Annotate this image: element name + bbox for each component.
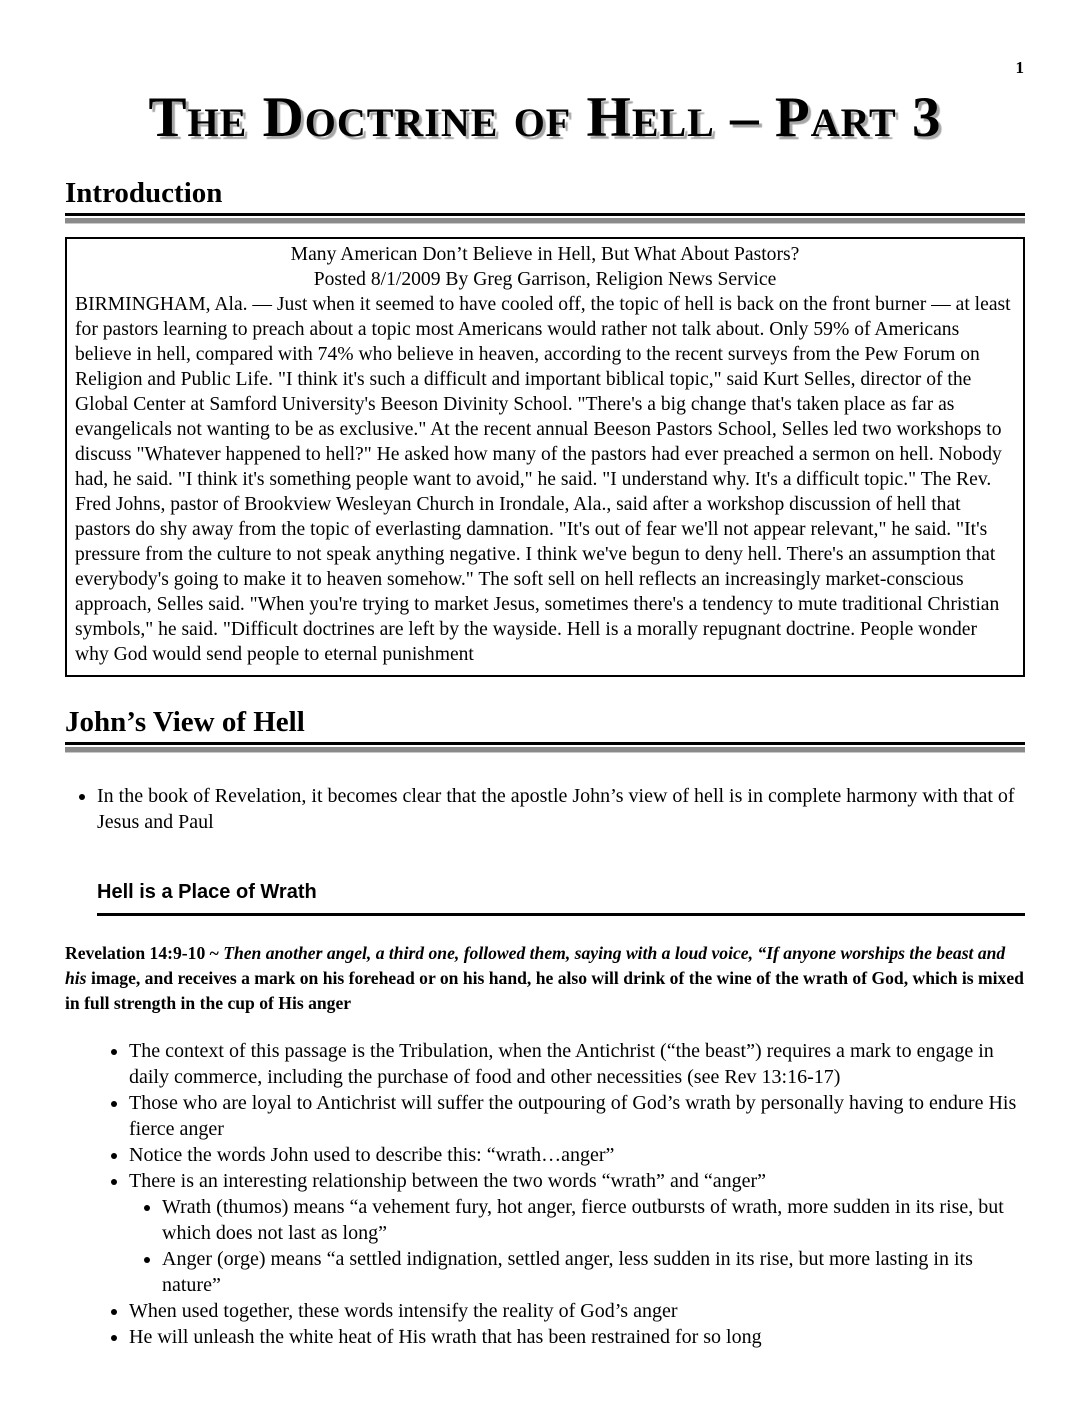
subsection-heading-wrath: Hell is a Place of Wrath — [97, 881, 1025, 916]
scripture-plain-text: image, and receives a mark on his forehead or on his hand, he also will drink of the wine of the wrath of God, which is mixed in full strength in the cup of His anger — [65, 967, 1024, 1013]
list-item — [129, 1168, 1025, 1298]
list-item: • Wrath (thumos) means “a vehement fury, hot anger, fierce outbursts of wrath, more sudden in its rise, but which does not last as long” — [162, 1194, 1025, 1246]
list-item: • Notice the words John used to describe this: “wrath…anger” — [129, 1142, 1025, 1168]
heading-rule — [65, 213, 1025, 224]
section-heading-johns-view: John’s View of Hell — [65, 705, 305, 738]
list-item: • When used together, these words intensify the reality of God’s anger — [129, 1298, 1025, 1324]
intro-bullet-list — [65, 783, 1025, 835]
wrath-sub-bullet-list — [129, 1194, 1025, 1298]
list-item: • He will unleash the white heat of His wrath that has been restrained for so long — [129, 1324, 1025, 1350]
page-number: 1 — [1015, 58, 1024, 77]
list-item: • In the book of Revelation, it becomes clear that the apostle John’s view of hell is in complete harmony with that of Jesus and Paul — [97, 783, 1025, 835]
list-item: • The context of this passage is the Tribulation, when the Antichrist (“the beast”) requires a mark to engage in daily commerce, including the purchase of food and other necessities (see Rev 13:16-17) — [129, 1038, 1025, 1090]
list-item: • Anger (orge) means “a settled indignation, settled anger, less sudden in its rise, but more lasting in its nature” — [162, 1246, 1025, 1298]
scripture-italic-text: Then another angel, a third one, followed them, saying with a loud voice, “If anyone worships the beast and his — [65, 942, 1006, 988]
rule-black — [65, 213, 1025, 216]
scripture-reference: Revelation 14:9-10 ~ — [65, 942, 219, 963]
rule-gray — [65, 218, 1025, 224]
document-title: The Doctrine of Hell – Part 3 — [148, 86, 942, 149]
section-heading-introduction: Introduction — [65, 176, 223, 209]
news-article-box — [65, 237, 1025, 677]
article-byline: Posted 8/1/2009 By Greg Garrison, Religion News Service — [313, 268, 777, 290]
list-item: • Those who are loyal to Antichrist will suffer the outpouring of God’s wrath by personally having to endure His fierce anger — [129, 1090, 1025, 1142]
list-item-text: There is an interesting relationship between the two words “wrath” and “anger” — [129, 1169, 766, 1192]
wrath-bullet-list — [65, 1038, 1025, 1350]
rule-gray — [65, 747, 1025, 753]
article-body: BIRMINGHAM, Ala. — Just when it seemed to have cooled off, the topic of hell is back on the front burner — at least for pastors learning to preach about a topic most Americans would rather not talk about. Only 59% of Americans believe in hell, compared with 74% who believe in heaven, according to the recent surveys from the Pew Forum on Religion and Public Life. "I think it's such a difficult and important biblical topic," said Kurt Selles, director of the Global Center at Samford University's Beeson Divinity School. "There's a big change that's taken place as far as evangelicals not wanting to be as exclusive." At the recent annual Beeson Pastors School, Selles led two workshops to discuss "Whatever happened to hell?" He asked how many of the pastors had ever preached a sermon on hell. Nobody had, he said. "I think it's something people want to avoid," he said. "I understand why. It's a difficult topic." The Rev. Fred Johns, pastor of Brookview Wesleyan Church in Irondale, Ala., said after a workshop discussion of hell that pastors do shy away from the topic of everlasting damnation. "It's out of fear we'll not appear relevant," he said. "It's pressure from the culture to not speak anything negative. I think we've begun to deny hell. There's an assumption that everybody's going to make it to heaven somehow." The soft sell on hell reflects an increasingly market-conscious approach, Selles said. "When you're trying to market Jesus, sometimes there's a tendency to mute traditional Christian symbols," he said. "Difficult doctrines are left by the wayside. Hell is a morally repugnant doctrine. People wonder why God would send people to eternal punishment — [75, 293, 1011, 665]
heading-rule — [65, 742, 1025, 753]
scripture-quote — [65, 941, 1025, 1016]
article-headline: Many American Don’t Believe in Hell, But What About Pastors? — [290, 243, 800, 265]
rule-black — [65, 742, 1025, 745]
